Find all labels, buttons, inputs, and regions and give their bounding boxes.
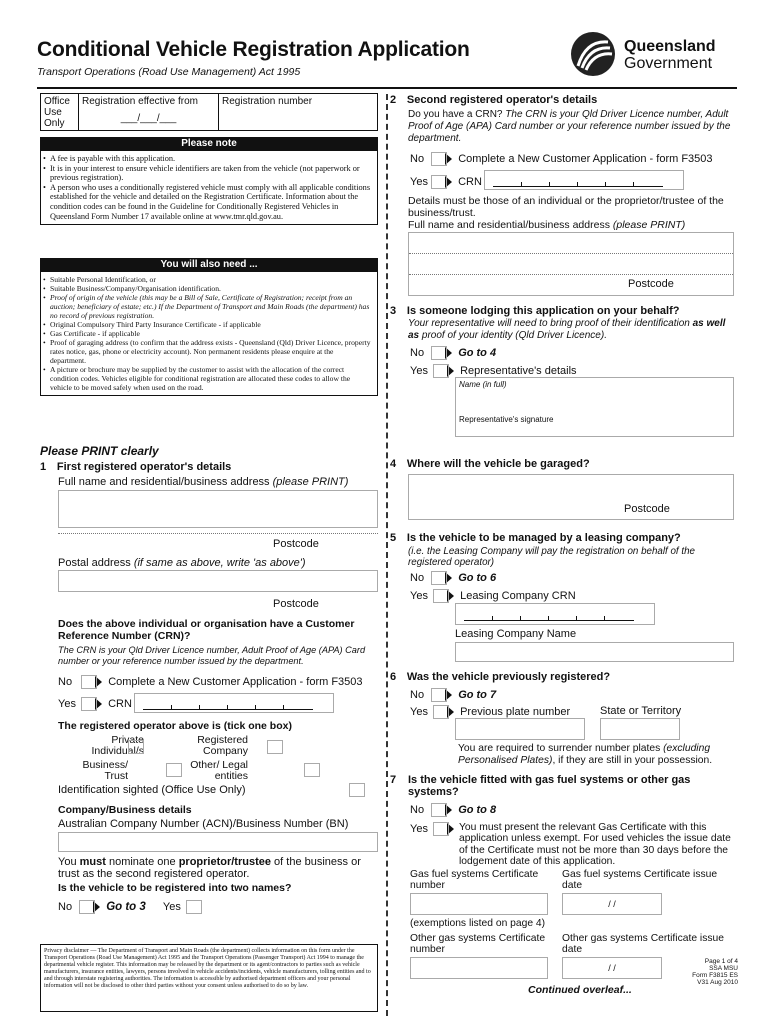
s2-full-hint: (please PRINT) [612, 219, 686, 231]
please-note-list [40, 150, 378, 225]
s1-no-text: Complete a New Customer Application - form F3503 [108, 675, 363, 688]
s2-crn-input[interactable] [484, 170, 684, 190]
s3-no-checkbox[interactable] [431, 346, 447, 360]
s7-gas-cert-label: Gas fuel systems Certificate number [410, 869, 539, 891]
s7-gas-cert-input[interactable] [410, 893, 548, 915]
crest-icon [568, 30, 618, 78]
s1-postal-hint: (if same as above, write 'as above') [133, 557, 306, 569]
also-need-list [40, 271, 378, 396]
also-need-heading: You will also need ... [40, 258, 378, 271]
s2-yes-row [410, 175, 482, 189]
note-item: • It is in your interest to ensure vehicle identifiers are taken from the vehicle (not paperwork or previous registration). [50, 164, 371, 183]
s7-yes-checkbox[interactable] [433, 822, 449, 836]
s1-no-label: No [58, 675, 73, 688]
s6-number: 6 [390, 671, 397, 683]
s6-plate-input[interactable] [455, 718, 585, 740]
s1-company-label: Registered Company [197, 734, 248, 757]
s2-no-text: Complete a New Customer Application - form F3503 [458, 152, 713, 165]
s1-crn-note: The CRN is your Qld Driver Licence number, Adult Proof of Age (APA) Card number or your reference number issued by the department. [58, 645, 366, 666]
s1-no2-checkbox[interactable] [79, 900, 95, 914]
need-item: • A picture or brochure may be supplied by the customer to assist with the allocation of the correct condition codes. Vehicles eligible for conditional registration are allocated these codes to allow the vehicle to be moved safely when used on the road. [50, 365, 371, 392]
s1-postcode-label: Postcode [273, 538, 319, 550]
s3-heading [390, 305, 679, 317]
s1-id-sighted: Identification sighted (Office Use Only) [58, 784, 246, 796]
s1-crn-input[interactable] [134, 693, 334, 713]
s1-title: First registered operator's details [56, 461, 232, 473]
s1-id-sighted-checkbox[interactable] [349, 783, 365, 797]
s3-note-bold: as well as [408, 318, 726, 341]
s1-acn-label: Australian Company Number (ACN)/Business Number (BN) [58, 818, 349, 830]
s3-yes-row [410, 364, 577, 378]
s5-goto: Go to 6 [458, 571, 497, 584]
s1-fullname-hint: (please PRINT) [272, 476, 349, 488]
s1-yes2-label: Yes [162, 900, 181, 913]
s1-business-label: Business/ Trust [82, 759, 128, 782]
s2-postcode-label: Postcode [628, 278, 674, 290]
s7-gas-date-label: Gas fuel systems Certificate issue date [562, 869, 718, 891]
nominate-must: must [79, 856, 106, 868]
s1-no-row [58, 675, 363, 689]
s1-address-line[interactable] [58, 533, 378, 534]
s5-yes-label: Yes [410, 589, 428, 602]
s3-title: Is someone lodging this application on your behalf? [406, 305, 680, 317]
s3-no-label: No [410, 346, 425, 359]
s6-no-label: No [410, 688, 425, 701]
need-item: • Proof of origin of the vehicle (this may be a Bill of Sale, Certificate of Registration; receipt from an auction; beneficiary of estate; etc.) If the Department of Transport and Main Roads (the department) has no record of previous registration. [50, 293, 371, 320]
s3-yes-label: Yes [410, 364, 428, 377]
s1-company-checkbox[interactable] [267, 740, 283, 754]
s6-no-checkbox[interactable] [431, 688, 447, 702]
s7-no-row [410, 803, 496, 817]
crn-ticks [493, 173, 663, 187]
s2-yes-label: Yes [410, 175, 428, 188]
s2-details-note: Details must be those of an individual or the proprietor/trustee of the business/trust. [408, 195, 724, 219]
office-use-label: Office Use Only [41, 94, 79, 130]
s5-no-row [410, 571, 496, 585]
s1-postcode2-label: Postcode [273, 598, 319, 610]
s2-number: 2 [390, 94, 397, 106]
s7-other-cert-label: Other gas systems Certificate number [410, 933, 546, 955]
need-item: • Suitable Personal Identification, or [50, 275, 371, 284]
s1-no-checkbox[interactable] [81, 675, 97, 689]
s4-garage-input[interactable] [408, 474, 734, 520]
s6-yes-checkbox[interactable] [433, 705, 449, 719]
s3-note-part: Your representative will need to bring proof of their identification [408, 318, 693, 329]
s5-title: Is the vehicle to be managed by a leasing company? [406, 532, 681, 544]
s1-tick-title: The registered operator above is (tick one box) [58, 720, 292, 732]
s1-two-names-row [58, 900, 202, 914]
please-note-heading: Please note [40, 137, 378, 150]
need-item: • Suitable Business/Company/Organisation identification. [50, 284, 371, 293]
s1-company-title: Company/Business details [58, 804, 192, 816]
s6-note [458, 743, 736, 767]
note-item: • A person who uses a conditionally registered vehicle must comply with all applicable conditions established for the vehicle and detailed on the Registration Certificate. Information about the condition codes can be found in the Guideline for Conditionally Registered Vehicles in Queensland Form Number 17 available online at www.tmr.qld.gov.au. [50, 183, 371, 221]
s7-title: Is the vehicle fitted with gas fuel systems or other gas systems? [408, 774, 691, 798]
s1-postal-input[interactable] [58, 570, 378, 592]
s5-note: (i.e. the Leasing Company will pay the registration on behalf of the registered operator) [408, 546, 695, 568]
s7-number: 7 [390, 774, 397, 786]
nominate-proprietor: proprietor/trustee [178, 856, 271, 868]
qld-gov-logo [568, 30, 738, 80]
need-item: • Original Compulsory Third Party Insurance Certificate - if applicable [50, 320, 371, 329]
s7-other-date-input[interactable]: / / [562, 957, 662, 979]
s1-goto3: Go to 3 [106, 900, 146, 913]
s2-question: Do you have a CRN? [408, 109, 503, 120]
s5-crn-input[interactable] [455, 603, 655, 625]
s2-full-text: Full name and residential/business address [408, 219, 610, 231]
s1-fullname-label [58, 476, 348, 488]
form-reference [668, 958, 738, 986]
s6-heading [390, 671, 610, 683]
page-title: Conditional Vehicle Registration Application [37, 38, 470, 61]
s7-yes-label: Yes [410, 822, 428, 835]
s6-title: Was the vehicle previously registered? [406, 671, 611, 683]
s3-note-part: proof of your identity (Qld Driver Licence). [419, 329, 607, 341]
s4-title: Where will the vehicle be garaged? [406, 458, 590, 470]
s3-number: 3 [390, 305, 397, 317]
note-item: • A fee is payable with this application. [50, 154, 371, 164]
s1-number: 1 [40, 461, 47, 473]
s1-private-checkbox[interactable] [128, 740, 144, 754]
s5-yes-checkbox[interactable] [433, 589, 449, 603]
s7-other-cert-input[interactable] [410, 957, 548, 979]
s1-crn-label: CRN [108, 697, 132, 710]
s1-postal-text: Postal address [58, 557, 131, 569]
s2-crn-label: CRN [458, 175, 482, 188]
s1-fullname-text: Full name and residential/business address [58, 476, 270, 488]
s4-heading [390, 458, 590, 470]
s3-name-label: Name (in full) [459, 380, 507, 389]
s5-heading [390, 532, 681, 544]
s5-number: 5 [390, 532, 397, 544]
address-line [409, 274, 733, 275]
s1-other-label: Other/ Legal entities [190, 759, 248, 782]
s6-note-part: , if they are still in your possession. [552, 755, 713, 766]
s1-yes2-checkbox[interactable] [186, 900, 202, 914]
s2-crn-question [408, 109, 734, 145]
s6-goto: Go to 7 [458, 688, 497, 701]
s1-two-names-question: Is the vehicle to be registered into two names? [58, 882, 292, 894]
need-item: • Gas Certificate - if applicable [50, 329, 371, 338]
reg-effective-date[interactable]: ___/___/___ [120, 113, 177, 124]
s4-postcode-label: Postcode [624, 503, 670, 515]
s6-yes-label: Yes [410, 705, 428, 718]
s1-private-label: Private Individual/s [91, 734, 144, 757]
s4-number: 4 [390, 458, 397, 470]
s7-heading [390, 774, 734, 798]
crn-ticks [464, 607, 634, 621]
s7-yes-row [410, 822, 457, 836]
also-need-panel [40, 258, 378, 396]
s2-title: Second registered operator's details [406, 94, 598, 106]
footer-form: Form F3815 ES [692, 972, 738, 979]
logo-queensland: Queensland [624, 38, 716, 55]
s6-note-italic: (excluding Personalised Plates) [458, 743, 711, 766]
reg-effective-label: Registration effective from [82, 96, 198, 107]
s5-yes-row [410, 589, 576, 603]
s5-no-checkbox[interactable] [431, 571, 447, 585]
s1-yes-label: Yes [58, 697, 76, 710]
s2-no-label: No [410, 152, 425, 165]
s7-goto: Go to 8 [458, 803, 497, 816]
s2-address-input[interactable] [408, 232, 734, 296]
s6-yes-row [410, 705, 570, 719]
s1-crn-question: Does the above individual or organisation have a Customer Reference Number (CRN)? [58, 618, 355, 642]
s3-yes-checkbox[interactable] [433, 364, 449, 378]
footer-page: Page 1 of 4 [704, 958, 738, 965]
s1-heading [40, 461, 231, 473]
s6-state-label: State or Territory [600, 705, 682, 717]
reg-number-label: Registration number [222, 96, 313, 107]
header-rule [37, 87, 737, 89]
s1-yes-row [58, 697, 132, 711]
s7-gas-date-input[interactable]: / / [562, 893, 662, 915]
s3-signature-label: Representative's signature [459, 415, 554, 424]
need-item: • Proof of garaging address (to confirm that the address exists - Queensland (Qld) Driver Licence, property rates notice, gas, phone or electricity account). Non permanent residents please enquire at the department. [50, 338, 371, 365]
nominate-part: nominate one [105, 856, 179, 868]
s2-full-label [408, 219, 685, 231]
s7-exemptions: (exemptions listed on page 4) [410, 918, 546, 929]
s1-nominate-text [58, 856, 378, 880]
crn-ticks [143, 696, 313, 710]
s1-other-checkbox[interactable] [304, 763, 320, 777]
nominate-part: of the business or trust as the second registered operator. [58, 856, 361, 880]
act-subtitle: Transport Operations (Road Use Management) Act 1995 [37, 66, 301, 78]
s3-note [408, 318, 734, 341]
s7-no-label: No [410, 803, 425, 816]
privacy-disclaimer: Privacy disclaimer — The Department of Transport and Main Roads (the department) collects information on this form under the Transport Operations (Road Use Management) Act 1995 and the Transport Operations (Passenger Transport) Act 1994 to manage the departmental vehicle register. This information may be released by the department or its agent/contractors to parties such as vehicle manufacturers, insurance entities, lawyers, persons involved in vehicle accidents/incidents, vehicle manufacturers, tolling entities and to and through interstate registering authorities. The information is accessible by authorised department officers and your personal information will not be disclosed to other third parties without your consent unless authorised to do so by law. [40, 944, 378, 1012]
s6-plate-label: Previous plate number [460, 705, 571, 718]
s1-postal-label [58, 557, 306, 569]
footer-version: V31 Aug 2010 [697, 979, 738, 986]
s1-no2-label: No [58, 900, 73, 913]
please-note-panel [40, 137, 378, 225]
s5-name-input[interactable] [455, 642, 734, 662]
logo-government: Government [624, 55, 713, 72]
address-line [409, 253, 733, 254]
s3-no-row [410, 346, 496, 360]
column-divider [386, 94, 388, 1016]
s7-other-date-label: Other gas systems Certificate issue date [562, 933, 724, 955]
nominate-part: You [58, 856, 80, 868]
s1-acn-input[interactable] [58, 832, 378, 852]
s5-no-label: No [410, 571, 425, 584]
print-clearly: Please PRINT clearly [40, 444, 159, 458]
s7-no-checkbox[interactable] [431, 803, 447, 817]
s3-goto: Go to 4 [458, 346, 497, 359]
office-use-box [40, 93, 378, 131]
s7-yes-text: You must present the relevant Gas Certificate with this application unless exempt. For used vehicles the issue date of the Certificate must not be more than 30 days before the lodgement date of this application. [459, 822, 731, 867]
s2-heading [390, 94, 597, 106]
s1-yes-checkbox[interactable] [81, 697, 97, 711]
continued-overleaf: Continued overleaf... [528, 984, 632, 996]
footer-ssa: SSA MSU [709, 965, 738, 972]
s2-yes-checkbox[interactable] [431, 175, 447, 189]
s5-crn-label: Leasing Company CRN [460, 589, 576, 602]
s6-no-row [410, 688, 496, 702]
s1-fullname-input[interactable] [58, 490, 378, 528]
s3-rep-box[interactable] [455, 377, 734, 437]
s2-no-row [410, 152, 713, 166]
s6-state-input[interactable] [600, 718, 680, 740]
s2-no-checkbox[interactable] [431, 152, 447, 166]
s5-name-label: Leasing Company Name [455, 628, 577, 640]
s6-note-part: You are required to surrender number plates [458, 743, 664, 754]
s2-note: The CRN is your Qld Driver Licence number, Adult Proof of Age (APA) Card number or your reference number issued by the department. [408, 109, 731, 144]
s3-rep-label: Representative's details [460, 364, 577, 377]
